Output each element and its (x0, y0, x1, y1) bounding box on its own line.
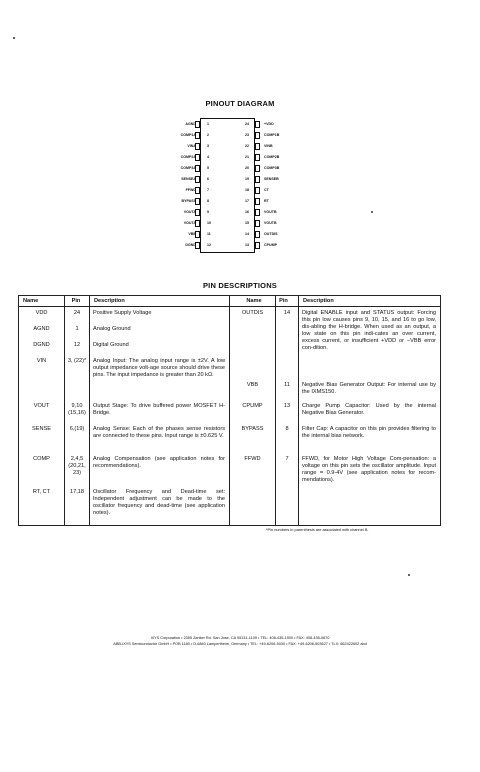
pin-lead (255, 231, 260, 238)
pin-name-cell: BYPASS (241, 426, 264, 432)
pinout-diagram-title: PINOUT DIAGRAM (205, 99, 275, 108)
column-rule (229, 296, 230, 525)
column-rule (275, 296, 276, 525)
pin-description-cell: Negative Bias Generator Output: For internal use by the IXMS150. (302, 382, 436, 396)
pin-name: CPUMP (264, 243, 277, 247)
pin-number-cell: 24 (73, 310, 81, 316)
pin-lead (255, 154, 260, 161)
pin-number: 1 (207, 122, 209, 126)
pin-lead (255, 187, 260, 194)
pin-name-cell: RT, CT (32, 489, 51, 495)
pin-lead (255, 121, 260, 128)
pin-description-cell: Digital Ground (93, 342, 129, 348)
pin-name-cell: CPUMP (242, 403, 263, 409)
header-name: Name (23, 298, 39, 304)
pin-row-right (0, 229, 480, 240)
pin-name: AGND (185, 122, 196, 126)
pin-number-cell: 6,(19) (69, 426, 85, 432)
pin-name-cell: OUTDIS (241, 310, 264, 316)
pin-description-cell: Output Stage: To drive buffered power MOSFET H-Bridge. (93, 403, 225, 417)
pin-number: 20 (245, 166, 249, 170)
pin-description-cell: Analog Sense: Each of the phases sense resistors are connected to these pins. Input range is ±0.625 V. (93, 426, 225, 440)
pin-number: 24 (245, 122, 249, 126)
pin-number: 8 (207, 199, 209, 203)
scan-speck (371, 211, 373, 213)
pin-number: 21 (245, 155, 249, 159)
pin-name: COMP2A (180, 155, 196, 159)
pin-number: 12 (207, 243, 211, 247)
pin-description-cell: Positive Supply Voltage (93, 310, 152, 316)
pin-name: VOUTA (183, 221, 196, 225)
pin-number-cell: 12 (73, 342, 81, 348)
pin-lead (255, 143, 260, 150)
scan-speck (13, 37, 15, 39)
pin-number: 3 (207, 144, 209, 148)
pin-description-cell: Filter Cap: A capacitor on this pin provides filtering to the internal bias network. (302, 426, 436, 440)
table-footnote: *Pin numbers in parenthesis are associated with channel B. (266, 527, 369, 532)
header-description: Description (303, 298, 334, 304)
pin-name-cell: FFWD (244, 456, 261, 462)
pin-number-cell: 14 (283, 310, 291, 316)
pin-name: COMP1A (180, 133, 196, 137)
pin-row-right (0, 185, 480, 196)
pin-description-cell: Analog Ground (93, 326, 131, 332)
pin-description-cell: Charge Pump Capacitor: Used by the internal Negative Bias Generator. (302, 403, 436, 417)
pin-name-cell: SENSE (32, 426, 51, 432)
pin-row-right (0, 119, 480, 130)
column-rule (89, 296, 90, 525)
pin-name: COMP1B (264, 133, 280, 137)
pin-name: VINB (264, 144, 273, 148)
pin-number-cell: 2,4,5 (20,21, 23) (68, 456, 86, 477)
pin-name: SENSEA (181, 177, 196, 181)
pin-name-cell: COMP (33, 456, 50, 462)
pin-row-right (0, 196, 480, 207)
pin-number: 17 (245, 199, 249, 203)
pin-name: VOUTB (264, 221, 277, 225)
pin-name: COMP3A (180, 166, 196, 170)
pin-number-cell: 9,10 (15,16) (68, 403, 86, 417)
pin-description-cell: Analog Compensation (see application notes for recommendations). (93, 456, 225, 470)
pin-description-cell: Analog Input: The analog input range is ±2V. A low output impedance volt-age source should drive these pins. The input impedance is greater than 20 kΩ. (93, 358, 225, 379)
pin-name: +VDD (264, 122, 274, 126)
pin-lead (255, 220, 260, 227)
pin-name: OUTDIS (264, 232, 278, 236)
pin-descriptions-table (18, 295, 441, 526)
pin-number: 5 (207, 166, 209, 170)
pin-name-cell: VBB (246, 382, 259, 388)
pin-number: 23 (245, 133, 249, 137)
pin-number: 14 (245, 232, 249, 236)
pin-name: FFWD (185, 188, 196, 192)
pin-name: SENSEB (264, 177, 279, 181)
pin-lead (255, 242, 260, 249)
pin-number: 10 (207, 221, 211, 225)
pin-lead (255, 176, 260, 183)
pin-row-right (0, 174, 480, 185)
pin-name: RT (264, 199, 269, 203)
pin-number: 7 (207, 188, 209, 192)
pin-name: DGND (185, 243, 196, 247)
pin-lead (255, 132, 260, 139)
pin-name: CT (264, 188, 269, 192)
pin-number-cell: 17,18 (70, 489, 84, 495)
pin-lead (255, 198, 260, 205)
pin-number-cell: 13 (283, 403, 291, 409)
footer-address-line: IXYS Corporation • 2355 Zanker Rd. San Jose, CA 95131-1109 • TEL: 408-435-1900 • FAX: 408-435-0670 (150, 636, 330, 640)
pin-row-right (0, 141, 480, 152)
pin-row-right (0, 240, 480, 251)
pin-number: 4 (207, 155, 209, 159)
pin-row-right (0, 130, 480, 141)
pin-descriptions-title: PIN DESCRIPTIONS (202, 281, 278, 290)
pin-number: 18 (245, 188, 249, 192)
header-description: Description (94, 298, 125, 304)
pin-name-cell: VDD (35, 310, 48, 316)
scan-speck (408, 574, 410, 576)
header-pin: Pin (279, 298, 288, 304)
pin-number: 15 (245, 221, 249, 225)
pin-name-cell: VIN (36, 358, 47, 364)
pin-name-cell: VOUT (33, 403, 50, 409)
footer-address-line: ABB-IXYS Semiconductor GmbH • POB 1180 • D-6840 Lampertheim, Germany • TEL: +49-6206-5030 • FAX: +49-6206-503627 • TLX: 662422602 abd (113, 642, 367, 646)
pin-name: VOUTB (264, 210, 277, 214)
pin-number: 22 (245, 144, 249, 148)
pin-description-cell: Digital ENABLE input and STATUS output: Forcing this pin low causes pins 9, 10, 15, and 16 to go low, dis-abling the H-bridge. When used as an output, a low state on this pin indi-cates an over current, excess current, or insufficient +VDD or −VBB error con-dition. (302, 310, 436, 352)
pin-name: COMP3B (264, 166, 280, 170)
pin-number-cell: 3, (22)* (67, 358, 87, 364)
pin-number: 11 (207, 232, 211, 236)
pin-name: VOUTA (183, 210, 196, 214)
pin-name: VBB (188, 232, 196, 236)
header-name: Name (246, 298, 262, 304)
pin-number: 13 (245, 243, 249, 247)
pin-row-right (0, 207, 480, 218)
pin-description-cell: FFWD, for Motor High Voltage Com-pensation: a voltage on this pin sets the oscillator amplitude. Input range = 0.9-4V (see application notes for recom-mendations). (302, 456, 436, 484)
pin-number: 19 (245, 177, 249, 181)
pin-number-cell: 11 (284, 382, 290, 388)
pin-row-right (0, 218, 480, 229)
pin-number: 9 (207, 210, 209, 214)
header-pin: Pin (71, 298, 81, 304)
column-rule (298, 296, 299, 525)
pin-name-cell: DGND (33, 342, 50, 348)
pin-name: VINA (187, 144, 196, 148)
pin-description-cell: Oscillator Frequency and Dead-time set: Independent adjustment can be made to the oscillator frequency and dead-time (see application notes). (93, 489, 225, 517)
pin-number-cell: 7 (285, 456, 289, 462)
pin-row-right (0, 163, 480, 174)
pin-number: 16 (245, 210, 249, 214)
pin-number-cell: 8 (285, 426, 289, 432)
pin-name: COMP2B (264, 155, 280, 159)
pin-number: 6 (207, 177, 209, 181)
pin-row-right (0, 152, 480, 163)
pin-name: BYPASS (181, 199, 196, 203)
pin-name-cell: AGND (33, 326, 50, 332)
pin-lead (255, 209, 260, 216)
pin-lead (255, 165, 260, 172)
pin-number-cell: 1 (75, 326, 79, 332)
pin-number: 2 (207, 133, 209, 137)
